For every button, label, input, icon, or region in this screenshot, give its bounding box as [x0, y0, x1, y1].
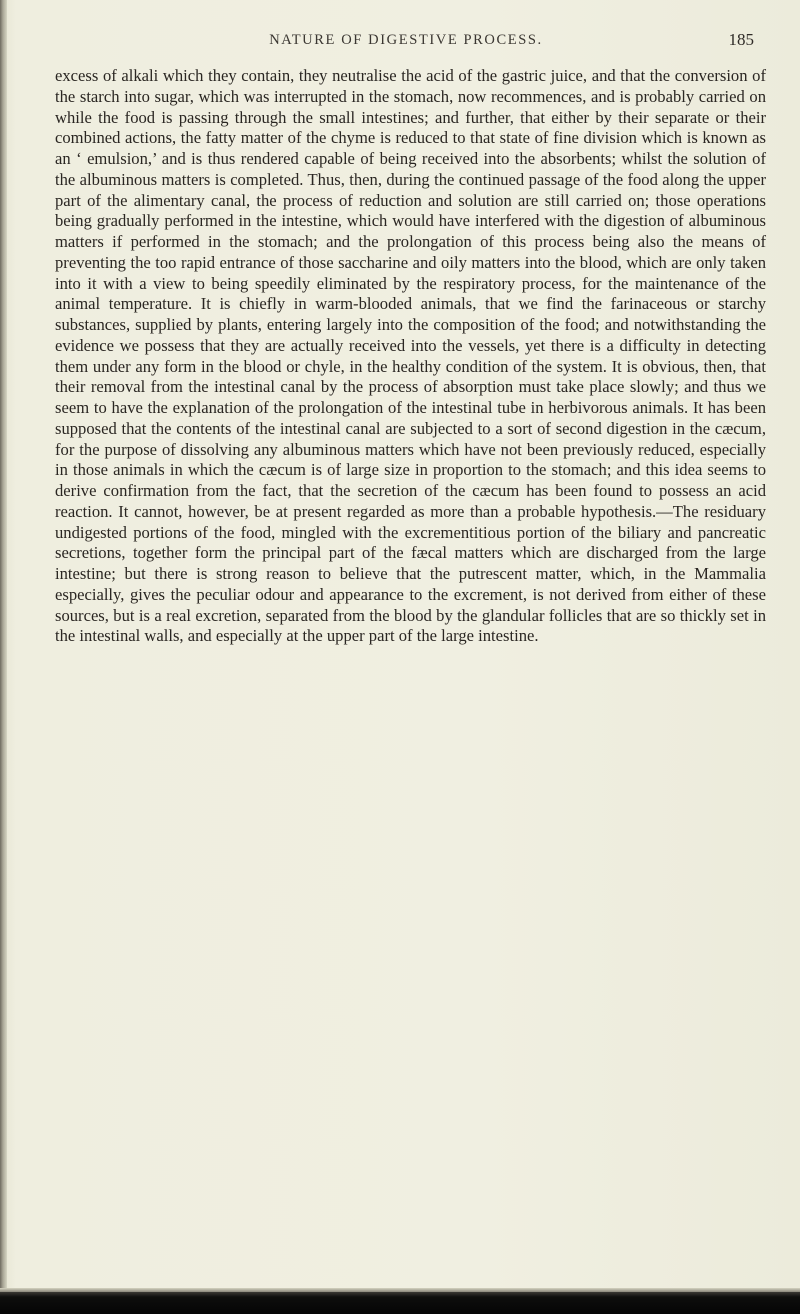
page-number: 185 [728, 30, 754, 49]
body-paragraph: excess of alkali which they contain, they neutralise the acid of the gastric juice, and that the conversion of the starch into sugar, which was interrupted in the stomach, now recommences, and is probably carried on while the food is passing through the small intestines; and further, that either by their separate or their combined actions, the fatty matter of the chyme is reduced to that state of fine division which is known as an ‘ emulsion,’ and is thus rendered capable of being received into the absorbents; whilst the solution of the albuminous matters is completed. Thus, then, during the continued passage of the food along the upper part of the alimentary canal, the process of reduction and solution are still carried on; those operations being gradually performed in the intestine, which would have interfered with the digestion of albuminous matters if performed in the stomach; and the prolongation of this process being also the means of preventing the too rapid entrance of those saccharine and oily matters into the blood, which are only taken into it with a view to being speedily eliminated by the respiratory process, for the maintenance of the animal temperature. It is chiefly in warm-blooded animals, that we find the farinaceous or starchy substances, supplied by plants, entering largely into the composition of the food; and notwithstanding the evidence we possess that they are actually received into the vessels, yet there is a difficulty in detecting them under any form in the blood or chyle, in the healthy condition of the system. It is obvious, then, that their removal from the intestinal canal by the process of absorption must take place slowly; and thus we seem to have the explanation of the prolongation of the intestinal tube in herbivorous animals. It has been supposed that the contents of the intestinal canal are subjected to a sort of second digestion in the cæcum, for the purpose of dissolving any albuminous matters which have not been previously reduced, especially in those animals in which the cæcum is of large size in proportion to the stomach; and this idea seems to derive confirmation from the fact, that the secretion of the cæcum has been found to possess an acid reaction. It cannot, however, be at present regarded as more than a probable hypothesis.—The residuary undigested portions of the food, mingled with the excrementitious portion of the biliary and pancreatic secretions, together form the principal part of the fæcal matters which are discharged from the large intestine; but there is strong reason to believe that the putrescent matter, which, in the Mammalia especially, gives the peculiar odour and appearance to the excrement, is not derived from either of these sources, but is a real excretion, separated from the blood by the glandular follicles that are so thickly set in the intestinal walls, and especially at the upper part of the large intestine. [55, 66, 766, 646]
running-title: NATURE OF DIGESTIVE PROCESS. [269, 32, 543, 48]
scan-border-bottom [0, 1292, 800, 1314]
page-gutter-shadow [0, 0, 7, 1314]
running-head [56, 30, 756, 58]
body-text [55, 66, 766, 647]
